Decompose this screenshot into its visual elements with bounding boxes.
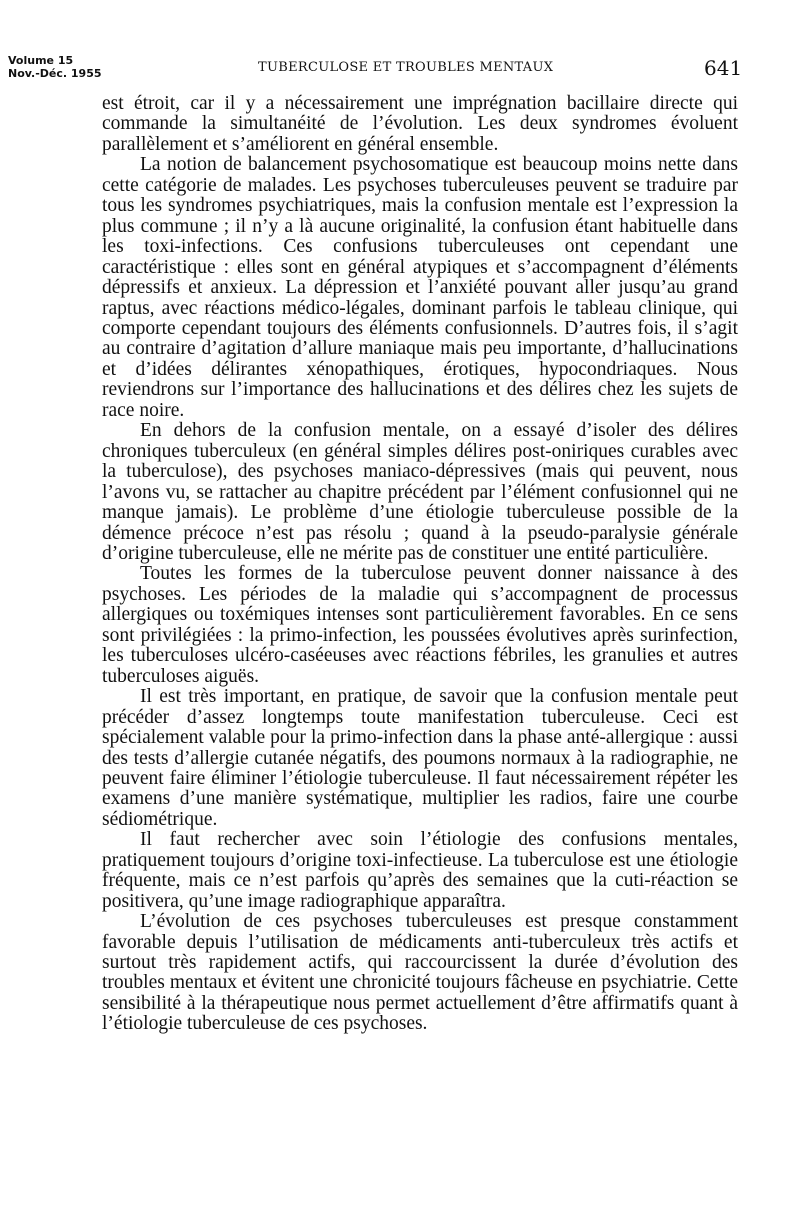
page-header xyxy=(0,50,800,90)
issue-label: Nov.-Déc. 1955 xyxy=(8,67,102,80)
paragraph: Il faut rechercher avec soin l’étiologie des confusions mentales, pratiquement toujours d’origine toxi-infectieuse. La tuberculose est une étiologie fréquente, mais ce n’est parfois qu’après des semaines que la cuti-réaction se positivera, qu’une image radiographique apparaîtra. xyxy=(102,829,738,912)
paragraph: En dehors de la confusion mentale, on a essayé d’isoler des délires chroniques tuberculeux (en général simples délires post-oniriques curables avec la tuberculose), des psychoses maniaco-dépressives (mais qui peuvent, nous l’avons vu, se rattacher au chapitre précédent par l’élément confusionnel qui ne manque jamais). Le problème d’une étiologie tuberculeuse possible de la démence précoce n’est pas résolu ; quand à la pseudo-paralysie générale d’origine tuberculeuse, elle ne mérite pas de constituer une entité particulière. xyxy=(102,420,738,564)
article-body xyxy=(102,94,738,1035)
volume-label: Volume 15 xyxy=(8,54,74,67)
page-number: 641 xyxy=(704,56,743,80)
paragraph: est étroit, car il y a nécessairement une imprégnation bacillaire directe qui commande la simultanéité de l’évolution. Les deux syndromes évoluent parallèlement et s’améliorent en général ensemble. xyxy=(102,93,738,155)
paragraph: Il est très important, en pratique, de savoir que la confusion mentale peut précéder d’assez longtemps toute manifestation tuberculeuse. Ceci est spécialement valable pour la primo-infection dans la phase anté-allergique : aussi des tests d’allergie cutanée négatifs, des poumons normaux à la radiographie, ne peuvent faire éliminer l’étiologie tuberculeuse. Il faut nécessairement répéter les examens d’une manière systématique, multiplier les radios, faire une courbe sédiométrique. xyxy=(102,686,738,830)
paragraph: Toutes les formes de la tuberculose peuvent donner naissance à des psychoses. Les périodes de la maladie qui s’accompagnent de processus allergiques ou toxémiques intenses sont particulièrement favorables. En ce sens sont privilégiées : la primo-infection, les poussées évolutives après surinfection, les tuberculoses ulcéro-caséeuses avec réactions fébriles, les granulies et autres tuberculoses aiguës. xyxy=(102,563,738,687)
volume-info xyxy=(8,54,102,80)
running-title: TUBERCULOSE ET TROUBLES MENTAUX xyxy=(258,60,554,75)
paragraph: La notion de balancement psychosomatique est beaucoup moins nette dans cette catégorie de malades. Les psychoses tuberculeuses peuvent se traduire par tous les syndromes psychiatriques, mais la confusion mentale est l’expression la plus commune ; il n’y a là aucune originalité, la confusion étant habituelle dans les toxi-infections. Ces confusions tuberculeuses ont cependant une caractéristique : elles sont en général atypiques et s’accompagnent d’éléments dépressifs et anxieux. La dépression et l’anxiété pouvant aller jusqu’au grand raptus, avec réactions médico-légales, dominant parfois le tableau clinique, qui comporte cependant toujours des éléments confusionnels. D’autres fois, il s’agit au contraire d’agitation d’allure maniaque mais peu importante, d’hallucinations et d’idées délirantes xénopathiques, érotiques, hypocondriaques. Nous reviendrons sur l’importance des hallucinations et des délires chez les sujets de race noire. xyxy=(102,154,738,421)
paragraph: L’évolution de ces psychoses tuberculeuses est presque constamment favorable depuis l’utilisation de médicaments anti-tuberculeux très actifs et surtout très rapidement actifs, qui raccourcissent la durée d’évolution des troubles mentaux et évitent une chronicité toujours fâcheuse en psychiatrie. Cette sensibilité à la thérapeutique nous permet actuellement d’être affirmatifs quant à l’étiologie tuberculeuse de ces psychoses. xyxy=(102,911,738,1035)
